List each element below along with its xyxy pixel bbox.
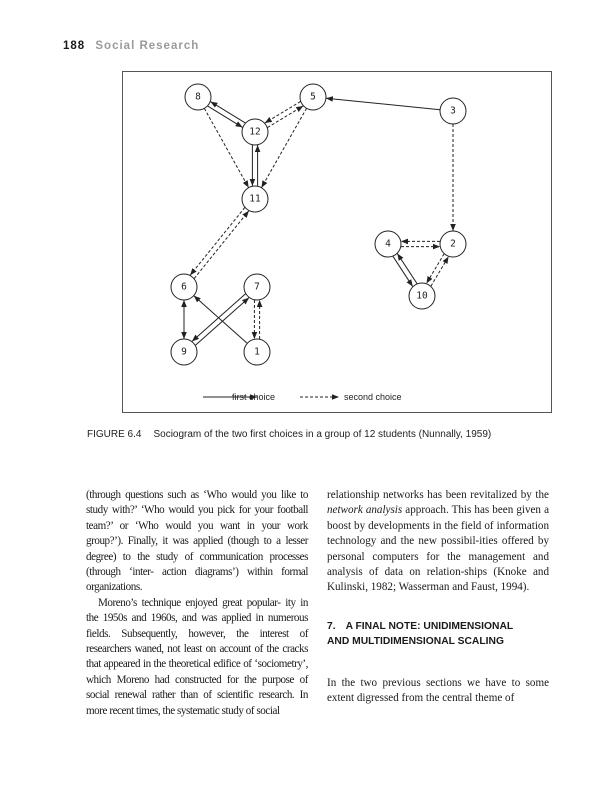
- second-choice-edge-5-to-12: [265, 101, 301, 123]
- text-line: like to study with?’ ‘Who would you pick for: [86, 489, 308, 517]
- node-label: 8: [195, 91, 201, 103]
- node-9: [171, 339, 197, 365]
- node-label: 9: [181, 346, 187, 358]
- running-head: [63, 40, 199, 52]
- section-heading-number: 7.: [327, 620, 336, 632]
- paragraph: [86, 596, 308, 719]
- text-run: approach. This has been given a boost by developments in the field of information technology and the new possibil-ities offered by personal computers for the management and analysis of data on relation-ships (Knoke and Kulinski, 1982; Wasserman and Faust, 1994).: [327, 504, 549, 594]
- first-choice-edge-10-to-4: [397, 253, 417, 283]
- page-number: 188: [63, 40, 86, 52]
- text-line: theoretical edifice of ‘sociometry’, which: [86, 658, 308, 686]
- second-choice-edge-8-to-11: [204, 108, 248, 187]
- sociogram-figure: [122, 71, 552, 413]
- text-line: action diagrams’) within formal organizations.: [86, 566, 308, 594]
- second-choice-edge-6-to-11: [194, 211, 249, 279]
- node-10: [409, 283, 435, 309]
- text-line: your football team?’ or ‘Who would you want: [86, 504, 308, 532]
- node-label: 11: [249, 193, 261, 205]
- node-label: 5: [310, 91, 316, 103]
- first-choice-edges: [184, 98, 440, 345]
- paragraph: [327, 488, 549, 596]
- second-choice-edge-5-to-11: [261, 108, 306, 187]
- node-4: [375, 231, 401, 257]
- right-column: [327, 488, 549, 707]
- section-title: Social Research: [95, 40, 200, 52]
- left-column: [86, 488, 308, 719]
- text-line: interest of researchers waned, not least on: [86, 627, 308, 656]
- figure-caption-text: Sociogram of the two first choices in a group of 12 students (Nunnally, 1959): [153, 429, 492, 440]
- node-label: 7: [254, 281, 260, 293]
- node-3: [440, 98, 466, 124]
- text-line: ity in the 1950s and 1960s, and was applied in: [86, 596, 308, 625]
- text-run: relationship networks has been revitalized by the: [327, 489, 549, 501]
- text-line: renewal rather than of scientific research. In more: [86, 689, 308, 717]
- text-line: Moreno had constructed for the purpose of social: [86, 673, 308, 702]
- first-choice-edge-4-to-10: [393, 256, 413, 286]
- section-heading-line2: AND MULTIDIMENSIONAL SCALING: [327, 635, 504, 647]
- node-label: 2: [450, 238, 456, 250]
- text-line: (though to a lesser degree) to the study of: [86, 535, 309, 563]
- text-line: account of the cracks that appeared in the: [86, 643, 308, 671]
- figure-label: FIGURE 6.4: [87, 429, 142, 440]
- legend-first-label: first choice: [232, 392, 276, 402]
- paragraph: [86, 488, 308, 596]
- text-line: recent times, the systematic study of social: [109, 704, 280, 717]
- node-6: [171, 274, 197, 300]
- text-line: communication processes (through ‘inter-: [86, 550, 308, 579]
- text-line: (through questions such as ‘Who would you: [86, 489, 277, 501]
- sociogram-svg: [123, 72, 553, 414]
- section-heading: [327, 619, 549, 649]
- node-2: [440, 231, 466, 257]
- node-label: 4: [385, 238, 391, 250]
- section-heading-line1: A FINAL NOTE: UNIDIMENSIONAL: [345, 620, 514, 632]
- nodes: [171, 84, 466, 365]
- first-choice-edge-3-to-5: [326, 98, 440, 109]
- node-label: 12: [249, 126, 261, 138]
- node-8: [185, 84, 211, 110]
- legend: [203, 392, 402, 402]
- node-1: [244, 339, 270, 365]
- node-7: [244, 274, 270, 300]
- second-choice-edge-12-to-5: [267, 106, 303, 128]
- node-label: 10: [416, 290, 428, 302]
- node-label: 3: [450, 105, 456, 117]
- text-line: in your work group?’). Finally, it was applied: [86, 519, 308, 548]
- node-5: [300, 84, 326, 110]
- node-12: [242, 119, 268, 145]
- node-label: 1: [254, 346, 260, 358]
- node-label: 6: [181, 281, 187, 293]
- text-line: Moreno’s technique enjoyed great popular-: [98, 596, 281, 609]
- first-choice-edge-1-to-6: [194, 296, 248, 344]
- legend-second-label: second choice: [344, 392, 402, 402]
- first-choice-edge-8-to-12: [208, 106, 243, 127]
- first-choice-edge-12-to-8: [210, 102, 245, 123]
- node-11: [242, 186, 268, 212]
- text-line: numerous fields. Subsequently, however, the: [86, 612, 308, 640]
- paragraph: In the two previous sections we have to some extent digressed from the central theme of: [327, 676, 549, 705]
- second-choice-edge-11-to-6: [190, 207, 245, 275]
- figure-caption: [87, 429, 557, 440]
- emphasis-network-analysis: network analysis: [327, 504, 403, 517]
